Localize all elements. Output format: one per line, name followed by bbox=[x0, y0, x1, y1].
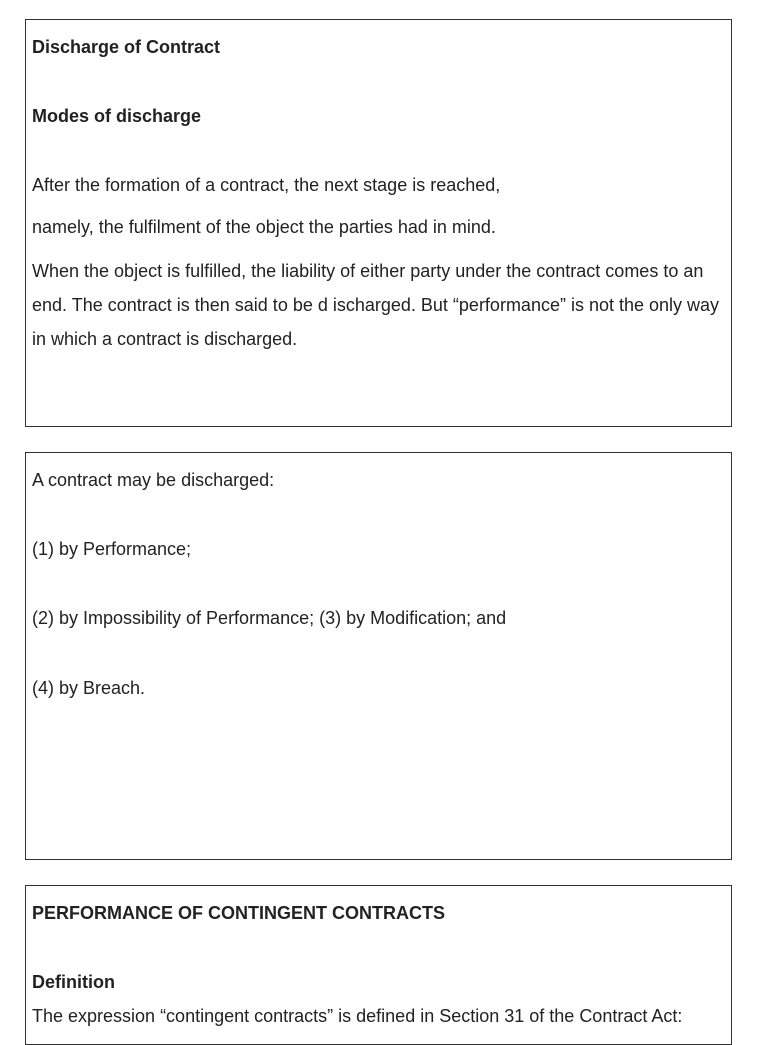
section-title: Discharge of Contract bbox=[32, 37, 221, 57]
body-line: After the formation of a contract, the next stage is reached, bbox=[32, 175, 501, 195]
list-item: (2) by Impossibility of Performance; (3) by Modification; and bbox=[32, 608, 507, 628]
section-title: PERFORMANCE OF CONTINGENT CONTRACTS bbox=[32, 903, 445, 923]
list-item: (4) by Breach. bbox=[32, 678, 146, 698]
section-subtitle: Modes of discharge bbox=[32, 106, 202, 126]
body-paragraph: When the object is fulfilled, the liability of either party under the contract comes to an end. The contract is then said to be d ischarged. But “performance” is not the only way in which a contract is discharged. bbox=[32, 261, 720, 349]
document-page-2 bbox=[25, 452, 732, 860]
document-page-1 bbox=[25, 19, 732, 427]
body-line: namely, the fulfilment of the object the parties had in mind. bbox=[32, 217, 496, 237]
section-subtitle: Definition bbox=[32, 972, 115, 992]
list-intro: A contract may be discharged: bbox=[32, 470, 275, 490]
list-item: (1) by Performance; bbox=[32, 539, 192, 559]
body-line: The expression “contingent contracts” is defined in Section 31 of the Contract Act: bbox=[32, 1006, 683, 1026]
document-page-3 bbox=[25, 885, 732, 1045]
